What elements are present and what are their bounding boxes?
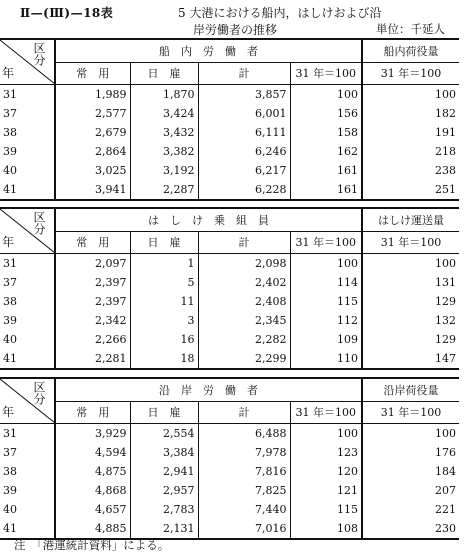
table-row — [0, 142, 459, 161]
value-cell: 2,957 — [130, 481, 198, 500]
value-cell: 2,402 — [198, 273, 290, 292]
value-cell: 129 — [435, 333, 456, 346]
year-cell: 31 — [0, 254, 55, 274]
value-cell: 2,266 — [55, 330, 130, 349]
value-cell: 251 — [362, 180, 459, 200]
value-cell: 11 — [130, 292, 198, 311]
year-cell: 40 — [0, 161, 55, 180]
value-cell: 147 — [362, 349, 459, 369]
col-index: 31 年＝100 — [290, 231, 362, 253]
table-ship-workers — [0, 38, 459, 201]
value-cell: 3,857 — [198, 85, 290, 105]
value-cell: 2,864 — [55, 142, 130, 161]
year-cell: 41 — [0, 519, 55, 539]
extra-header: 沿岸荷役量 — [362, 378, 459, 401]
value-cell: 115 — [290, 500, 362, 519]
value-cell: 184 — [435, 465, 456, 478]
col-regular: 常 用 — [55, 401, 130, 423]
value-cell: 2,098 — [198, 254, 290, 274]
value-cell: 115 — [290, 292, 362, 311]
table-code: Ⅱ—(Ⅲ)—18表 — [20, 6, 114, 20]
value-cell: 161 — [290, 180, 362, 200]
value-cell: 6,488 — [198, 424, 290, 444]
value-cell: 3,929 — [55, 424, 130, 444]
value-cell: 16 — [130, 330, 198, 349]
value-cell: 6,228 — [198, 180, 290, 200]
value-cell: 7,825 — [198, 481, 290, 500]
table-coastal-workers — [0, 377, 459, 540]
table-row — [0, 519, 459, 539]
value-cell: 230 — [362, 519, 459, 539]
table-row — [0, 254, 459, 274]
col-extra-index: 31 年＝100 — [362, 401, 459, 423]
extra-header: 船内荷役量 — [362, 39, 459, 62]
value-cell: 156 — [290, 104, 362, 123]
value-cell: 3 — [130, 311, 198, 330]
col-index: 31 年＝100 — [290, 62, 362, 84]
value-cell: 3,941 — [55, 180, 130, 200]
year-cell: 37 — [0, 104, 55, 123]
table-row — [0, 481, 459, 500]
col-total: 計 — [198, 62, 290, 84]
value-cell: 2,131 — [130, 519, 198, 539]
year-cell: 38 — [0, 292, 55, 311]
value-cell: 7,440 — [198, 500, 290, 519]
col-extra-index: 31 年＝100 — [362, 231, 459, 253]
value-cell: 2,397 — [55, 273, 130, 292]
value-cell: 3,025 — [55, 161, 130, 180]
year-cell: 40 — [0, 330, 55, 349]
value-cell: 5 — [130, 273, 198, 292]
col-daily: 日 雇 — [130, 231, 198, 253]
value-cell: 162 — [290, 142, 362, 161]
value-cell: 6,001 — [198, 104, 290, 123]
table-row — [0, 443, 459, 462]
value-cell: 2,281 — [55, 349, 130, 369]
year-cell: 39 — [0, 311, 55, 330]
table-row — [0, 292, 459, 311]
value-cell: 120 — [290, 462, 362, 481]
value-cell: 2,941 — [130, 462, 198, 481]
value-cell: 4,657 — [55, 500, 130, 519]
group-header: 沿 岸 労 働 者 — [55, 378, 362, 401]
table-row — [0, 180, 459, 200]
value-cell: 100 — [435, 257, 456, 270]
year-cell: 39 — [0, 142, 55, 161]
table-row — [0, 85, 459, 105]
year-cell: 39 — [0, 481, 55, 500]
col-total: 計 — [198, 231, 290, 253]
value-cell: 100 — [290, 254, 362, 274]
value-cell: 218 — [435, 145, 456, 158]
table-row — [0, 500, 459, 519]
unit-label: 単位：千延人 — [376, 22, 445, 36]
value-cell: 131 — [435, 276, 456, 289]
year-cell: 38 — [0, 123, 55, 142]
value-cell: 110 — [290, 349, 362, 369]
value-cell: 176 — [435, 446, 456, 459]
value-cell: 108 — [290, 519, 362, 539]
value-cell: 3,382 — [130, 142, 198, 161]
corner-header: 区分 年 — [0, 39, 55, 85]
table-row — [0, 349, 459, 369]
year-cell: 37 — [0, 443, 55, 462]
col-regular: 常 用 — [55, 231, 130, 253]
value-cell: 18 — [130, 349, 198, 369]
value-cell: 158 — [290, 123, 362, 142]
value-cell: 2,282 — [198, 330, 290, 349]
group-header: は し け 乗 組 員 — [55, 208, 362, 231]
value-cell: 100 — [435, 427, 456, 440]
table-title-cont: 岸労働者の推移 — [193, 23, 278, 37]
value-cell: 3,424 — [130, 104, 198, 123]
year-cell: 41 — [0, 349, 55, 369]
value-cell: 2,342 — [55, 311, 130, 330]
table-row — [0, 462, 459, 481]
table-row — [0, 311, 459, 330]
value-cell: 7,016 — [198, 519, 290, 539]
group-header: 船 内 労 働 者 — [55, 39, 362, 62]
value-cell: 161 — [290, 161, 362, 180]
col-daily: 日 雇 — [130, 62, 198, 84]
value-cell: 4,885 — [55, 519, 130, 539]
col-index: 31 年＝100 — [290, 401, 362, 423]
table-row — [0, 104, 459, 123]
value-cell: 6,246 — [198, 142, 290, 161]
value-cell: 2,097 — [55, 254, 130, 274]
value-cell: 100 — [290, 85, 362, 105]
value-cell: 2,397 — [55, 292, 130, 311]
year-cell: 40 — [0, 500, 55, 519]
value-cell: 100 — [290, 424, 362, 444]
col-daily: 日 雇 — [130, 401, 198, 423]
value-cell: 121 — [290, 481, 362, 500]
value-cell: 112 — [290, 311, 362, 330]
extra-header: はしけ運送量 — [362, 208, 459, 231]
col-regular: 常 用 — [55, 62, 130, 84]
footnote: 注 「港運統計資料」による。 — [14, 538, 170, 552]
value-cell: 129 — [435, 295, 456, 308]
corner-header: 区分 年 — [0, 208, 55, 254]
year-cell: 31 — [0, 424, 55, 444]
value-cell: 4,868 — [55, 481, 130, 500]
corner-header: 区分 年 — [0, 378, 55, 424]
value-cell: 2,345 — [198, 311, 290, 330]
year-cell: 37 — [0, 273, 55, 292]
value-cell: 123 — [290, 443, 362, 462]
value-cell: 221 — [435, 503, 456, 516]
year-cell: 31 — [0, 85, 55, 105]
value-cell: 4,594 — [55, 443, 130, 462]
value-cell: 207 — [435, 484, 456, 497]
value-cell: 3,192 — [130, 161, 198, 180]
table-row — [0, 330, 459, 349]
table-row — [0, 424, 459, 444]
table-row — [0, 161, 459, 180]
value-cell: 6,217 — [198, 161, 290, 180]
value-cell: 2,577 — [55, 104, 130, 123]
value-cell: 109 — [290, 330, 362, 349]
col-extra-index: 31 年＝100 — [362, 62, 459, 84]
table-title: 5 大港における船内，はしけおよび沿 — [178, 6, 382, 20]
value-cell: 191 — [435, 126, 456, 139]
value-cell: 2,783 — [130, 500, 198, 519]
value-cell: 182 — [435, 107, 456, 120]
col-total: 計 — [198, 401, 290, 423]
year-cell: 41 — [0, 180, 55, 200]
value-cell: 7,816 — [198, 462, 290, 481]
value-cell: 1 — [130, 254, 198, 274]
value-cell: 4,875 — [55, 462, 130, 481]
year-cell: 38 — [0, 462, 55, 481]
value-cell: 2,299 — [198, 349, 290, 369]
value-cell: 6,111 — [198, 123, 290, 142]
table-row — [0, 273, 459, 292]
value-cell: 7,978 — [198, 443, 290, 462]
value-cell: 3,432 — [130, 123, 198, 142]
value-cell: 3,384 — [130, 443, 198, 462]
value-cell: 100 — [435, 88, 456, 101]
table-barge-crew — [0, 207, 459, 370]
value-cell: 2,287 — [130, 180, 198, 200]
value-cell: 2,408 — [198, 292, 290, 311]
value-cell: 2,679 — [55, 123, 130, 142]
value-cell: 1,870 — [130, 85, 198, 105]
table-row — [0, 123, 459, 142]
value-cell: 2,554 — [130, 424, 198, 444]
value-cell: 114 — [290, 273, 362, 292]
value-cell: 1,989 — [55, 85, 130, 105]
value-cell: 238 — [435, 164, 456, 177]
value-cell: 132 — [435, 314, 456, 327]
